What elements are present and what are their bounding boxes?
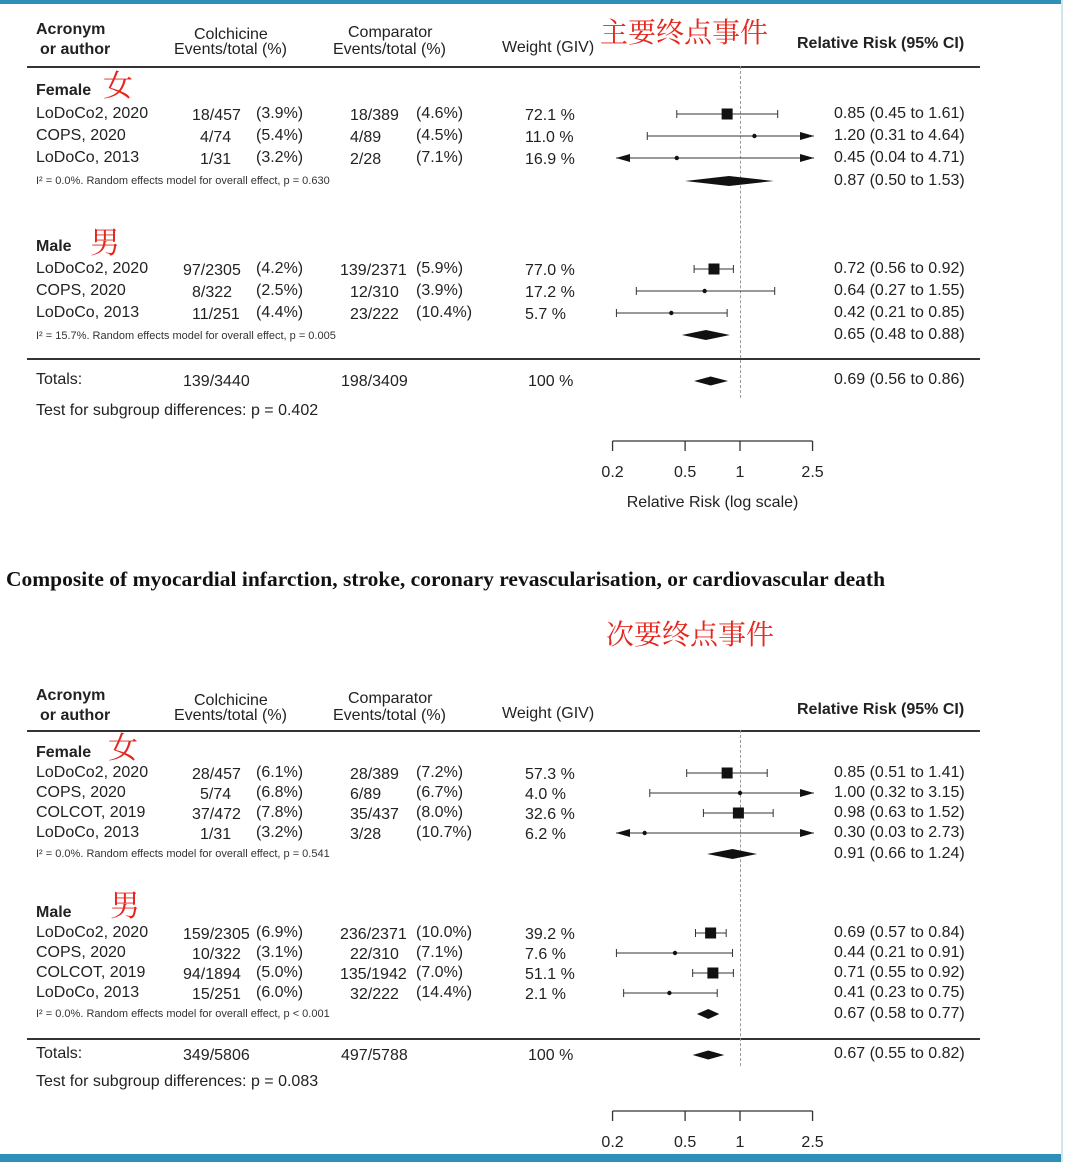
colchicine-percent: (5.0%) [256, 964, 304, 981]
comparator-percent: (7.2%) [416, 764, 464, 781]
totals-relative-risk: 0.67 (0.55 to 0.82) [834, 1045, 965, 1062]
colchicine-percent: (3.1%) [256, 944, 304, 961]
x-axis-tick-label: 1 [735, 1134, 745, 1151]
study-weight: 16.9 % [525, 151, 575, 168]
pooled-relative-risk: 0.67 (0.58 to 0.77) [834, 1005, 965, 1022]
comparator-percent: (3.9%) [416, 282, 464, 299]
colchicine-events: 159/2305 [183, 926, 250, 943]
study-weight: 4.0 % [525, 786, 566, 803]
study-label: COPS, 2020 [36, 784, 126, 801]
pooled-relative-risk: 0.65 (0.48 to 0.88) [834, 326, 965, 343]
comparator-percent: (10.4%) [416, 304, 473, 321]
colchicine-percent: (4.2%) [256, 260, 304, 277]
study-0-3-ci-arrow-right [800, 829, 814, 837]
study-relative-risk: 0.72 (0.56 to 0.92) [834, 260, 965, 277]
study-0-0-point-square [722, 768, 733, 779]
colchicine-events: 4/74 [200, 129, 232, 146]
header-study-line1: Acronym [36, 687, 106, 704]
subgroup-label-cn-male: 男 [90, 226, 120, 261]
study-relative-risk: 0.85 (0.51 to 1.41) [834, 764, 965, 781]
study-label: COPS, 2020 [36, 127, 126, 144]
subgroup-label-cn-female: 女 [103, 69, 133, 104]
totals-weight: 100 % [528, 1047, 574, 1064]
study-0-2-ci-arrow-left [616, 154, 630, 162]
header-comparator-events: Events/total (%) [333, 41, 446, 58]
x-axis-tick-label: 1 [735, 464, 745, 481]
forest-plot-primary [0, 0, 1060, 540]
comparator-events: 3/28 [350, 826, 382, 843]
study-1-1-point [702, 289, 706, 293]
study-label: LoDoCo, 2013 [36, 304, 140, 321]
totals-relative-risk: 0.69 (0.56 to 0.86) [834, 371, 965, 388]
comparator-events: 139/2371 [340, 262, 407, 279]
study-0-0-point-square [722, 109, 733, 120]
comparator-events: 12/310 [350, 284, 399, 301]
study-0-1-ci-arrow-right [800, 132, 814, 140]
study-label: LoDoCo2, 2020 [36, 924, 149, 941]
subgroup-test-text: Test for subgroup differences: p = 0.083 [36, 1073, 319, 1090]
comparator-events: 236/2371 [340, 926, 407, 943]
colchicine-events: 1/31 [200, 826, 232, 843]
study-0-1-point [752, 134, 756, 138]
pooled-relative-risk: 0.91 (0.66 to 1.24) [834, 845, 965, 862]
study-relative-risk: 0.69 (0.57 to 0.84) [834, 924, 965, 941]
header-comparator: Comparator [348, 24, 433, 41]
colchicine-percent: (5.4%) [256, 127, 304, 144]
study-label: LoDoCo2, 2020 [36, 260, 149, 277]
comparator-events: 2/28 [350, 151, 382, 168]
comparator-events: 18/389 [350, 107, 399, 124]
colchicine-events: 11/251 [192, 306, 240, 323]
study-0-1-point [738, 791, 742, 795]
comparator-events: 6/89 [350, 786, 382, 803]
colchicine-percent: (3.2%) [256, 149, 304, 166]
comparator-percent: (10.0%) [416, 924, 473, 941]
study-relative-risk: 0.64 (0.27 to 1.55) [834, 282, 965, 299]
study-weight: 5.7 % [525, 306, 566, 323]
study-0-2-point-square [733, 808, 744, 819]
header-comparator: Comparator [348, 690, 433, 707]
colchicine-events: 94/1894 [183, 966, 241, 983]
study-weight: 57.3 % [525, 766, 575, 783]
subgroup-label-cn-male: 男 [110, 889, 140, 924]
comparator-events: 135/1942 [340, 966, 407, 983]
study-label: COPS, 2020 [36, 944, 126, 961]
study-relative-risk: 0.30 (0.03 to 2.73) [834, 824, 965, 841]
colchicine-events: 28/457 [192, 766, 241, 783]
study-label: LoDoCo2, 2020 [36, 105, 149, 122]
subgroup-label-male: Male [36, 238, 72, 255]
pooled-relative-risk: 0.87 (0.50 to 1.53) [834, 172, 965, 189]
heterogeneity-note: I² = 0.0%. Random effects model for overall effect, p = 0.630 [36, 175, 330, 187]
totals-label: Totals: [36, 1045, 83, 1062]
header-study-line1: Acronym [36, 21, 106, 38]
comparator-events: 22/310 [350, 946, 399, 963]
x-axis-tick-label: 0.5 [673, 464, 697, 481]
study-weight: 2.1 % [525, 986, 566, 1003]
colchicine-percent: (6.1%) [256, 764, 304, 781]
study-weight: 17.2 % [525, 284, 575, 301]
totals-comparator: 497/5788 [341, 1047, 408, 1064]
composite-outcome-title: Composite of myocardial infarction, stroke, coronary revascularisation, or cardiovascular death [6, 567, 886, 591]
study-weight: 77.0 % [525, 262, 575, 279]
study-weight: 39.2 % [525, 926, 575, 943]
study-label: COLCOT, 2019 [36, 804, 146, 821]
totals-comparator: 198/3409 [341, 373, 408, 390]
heterogeneity-note: I² = 15.7%. Random effects model for overall effect, p = 0.005 [36, 330, 336, 342]
header-comparator-events: Events/total (%) [333, 707, 446, 724]
study-label: COLCOT, 2019 [36, 964, 146, 981]
comparator-percent: (4.6%) [416, 105, 464, 122]
study-0-2-ci-arrow-right [800, 154, 814, 162]
comparator-percent: (14.4%) [416, 984, 473, 1001]
comparator-percent: (7.1%) [416, 149, 464, 166]
colchicine-events: 37/472 [192, 806, 241, 823]
heterogeneity-note: I² = 0.0%. Random effects model for overall effect, p < 0.001 [36, 1008, 330, 1020]
header-colchicine: Colchicine [194, 692, 268, 709]
comparator-percent: (6.7%) [416, 784, 464, 801]
study-relative-risk: 1.20 (0.31 to 4.64) [834, 127, 965, 144]
comparator-percent: (8.0%) [416, 804, 464, 821]
study-weight: 7.6 % [525, 946, 566, 963]
overall-diamond [693, 1051, 725, 1060]
heterogeneity-note: I² = 0.0%. Random effects model for overall effect, p = 0.541 [36, 848, 330, 860]
header-weight: Weight (GIV) [502, 39, 595, 56]
endpoint-annotation-cn: 主要终点事件 [600, 16, 769, 49]
study-0-3-ci-arrow-left [616, 829, 630, 837]
study-relative-risk: 0.42 (0.21 to 0.85) [834, 304, 965, 321]
colchicine-events: 15/251 [192, 986, 241, 1003]
header-relative-risk: Relative Risk (95% CI) [797, 35, 965, 52]
study-relative-risk: 0.44 (0.21 to 0.91) [834, 944, 965, 961]
study-relative-risk: 0.98 (0.63 to 1.52) [834, 804, 965, 821]
totals-colchicine: 139/3440 [183, 373, 250, 390]
subgroup-test-text: Test for subgroup differences: p = 0.402 [36, 402, 319, 419]
study-1-0-point-square [705, 928, 716, 939]
study-label: LoDoCo, 2013 [36, 984, 140, 1001]
comparator-percent: (5.9%) [416, 260, 464, 277]
study-1-1-point [673, 951, 677, 955]
study-weight: 11.0 % [525, 129, 574, 146]
colchicine-percent: (6.0%) [256, 984, 304, 1001]
overall-diamond [694, 377, 728, 386]
colchicine-percent: (7.8%) [256, 804, 304, 821]
study-weight: 6.2 % [525, 826, 566, 843]
right-frame-border [1061, 0, 1068, 1162]
comparator-events: 32/222 [350, 986, 399, 1003]
colchicine-events: 5/74 [200, 786, 232, 803]
endpoint-annotation-cn: 次要终点事件 [606, 618, 775, 651]
colchicine-events: 10/322 [192, 946, 241, 963]
study-relative-risk: 0.45 (0.04 to 4.71) [834, 149, 965, 166]
colchicine-percent: (3.2%) [256, 824, 304, 841]
comparator-events: 28/389 [350, 766, 399, 783]
header-study-line2: or author [40, 41, 111, 58]
study-label: LoDoCo2, 2020 [36, 764, 149, 781]
study-0-3-point [642, 831, 646, 835]
study-1-2-point [669, 311, 673, 315]
pooled-diamond-male [682, 330, 730, 340]
x-axis-tick-label: 0.2 [601, 1134, 624, 1151]
study-label: LoDoCo, 2013 [36, 824, 140, 841]
comparator-percent: (10.7%) [416, 824, 473, 841]
x-axis-tick-label: 0.2 [601, 464, 624, 481]
subgroup-label-male: Male [36, 904, 72, 921]
totals-label: Totals: [36, 371, 83, 388]
header-colchicine-events: Events/total (%) [174, 707, 287, 724]
study-relative-risk: 0.71 (0.55 to 0.92) [834, 964, 965, 981]
colchicine-events: 8/322 [192, 284, 233, 301]
study-relative-risk: 1.00 (0.32 to 3.15) [834, 784, 965, 801]
study-0-2-point [675, 156, 679, 160]
pooled-diamond-female [707, 849, 757, 859]
pooled-diamond-female [685, 176, 774, 186]
colchicine-events: 18/457 [192, 107, 241, 124]
study-1-3-point [667, 991, 671, 995]
study-0-1-ci-arrow-right [800, 789, 814, 797]
colchicine-percent: (4.4%) [256, 304, 304, 321]
colchicine-events: 1/31 [200, 151, 232, 168]
totals-weight: 100 % [528, 373, 574, 390]
comparator-percent: (4.5%) [416, 127, 464, 144]
x-axis-tick-label: 2.5 [801, 464, 824, 481]
study-weight: 32.6 % [525, 806, 575, 823]
study-relative-risk: 0.41 (0.23 to 0.75) [834, 984, 965, 1001]
header-study-line2: or author [40, 707, 111, 724]
header-weight: Weight (GIV) [502, 705, 595, 722]
comparator-events: 35/437 [350, 806, 399, 823]
study-weight: 51.1 % [525, 966, 575, 983]
subgroup-label-female: Female [36, 744, 92, 761]
study-label: COPS, 2020 [36, 282, 126, 299]
x-axis-tick-label: 0.5 [673, 1134, 697, 1151]
pooled-diamond-male [697, 1009, 719, 1019]
comparator-percent: (7.0%) [416, 964, 464, 981]
x-axis-label: Relative Risk (log scale) [626, 494, 799, 511]
subgroup-label-female: Female [36, 82, 92, 99]
header-colchicine-events: Events/total (%) [174, 41, 287, 58]
header-relative-risk: Relative Risk (95% CI) [797, 701, 965, 718]
colchicine-percent: (2.5%) [256, 282, 304, 299]
study-1-2-point-square [707, 968, 718, 979]
comparator-events: 23/222 [350, 306, 399, 323]
header-colchicine: Colchicine [194, 26, 268, 43]
totals-colchicine: 349/5806 [183, 1047, 250, 1064]
forest-plot-secondary [0, 618, 1060, 1154]
study-label: LoDoCo, 2013 [36, 149, 140, 166]
x-axis-tick-label: 2.5 [801, 1134, 824, 1151]
subgroup-label-cn-female: 女 [108, 731, 138, 766]
colchicine-events: 97/2305 [183, 262, 241, 279]
study-relative-risk: 0.85 (0.45 to 1.61) [834, 105, 965, 122]
colchicine-percent: (3.9%) [256, 105, 304, 122]
study-1-0-point-square [708, 264, 719, 275]
comparator-events: 4/89 [350, 129, 382, 146]
colchicine-percent: (6.9%) [256, 924, 304, 941]
study-weight: 72.1 % [525, 107, 575, 124]
colchicine-percent: (6.8%) [256, 784, 304, 801]
comparator-percent: (7.1%) [416, 944, 464, 961]
